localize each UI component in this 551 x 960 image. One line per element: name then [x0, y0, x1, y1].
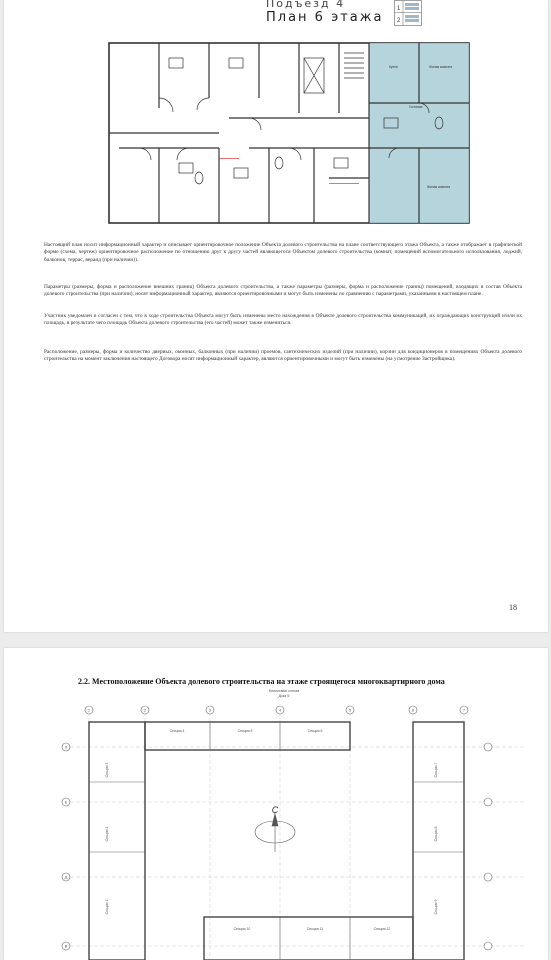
paragraph-2: Параметры (размеры, форма и расположение внешних границ) Объекта долевого строительства, а также параметры (размеры, форма и расположение границ) помещений, входящих в состав Объекта долевого строительства (при наличии), носят информационный характер, являются ориентировочными и могут быть изменены по сравнению с параметрами, указанными в настоящем плане. [44, 284, 522, 298]
document-page-18 [4, 0, 548, 632]
room-label-living-1: Жилая комната [429, 65, 453, 69]
floor-plan-drawing [99, 38, 479, 228]
entrance-label: Подъезд 4 [266, 0, 346, 10]
legend-table [394, 0, 422, 26]
axis-left-4: В [64, 943, 68, 949]
axis-top-4: 4 [278, 707, 282, 713]
compass-label: С [271, 805, 279, 815]
axis-left-3: Д [64, 874, 68, 880]
section-label-4: Секция 4 [169, 729, 185, 733]
paragraph-3: Участник уведомлен и согласен с тем, что в ходе строительства Объекта могут быть изменены место нахождения в Объекте долевого строительства коммуникаций, их ограждающих конструкций и/или их площадь, в результате чего площадь Объекта долевого строительства (его частей) может также измениться. [44, 313, 522, 327]
axis-top-3: 3 [208, 707, 212, 713]
axis-left-1: Л [64, 744, 68, 750]
scheme-name: Ключевая схема [268, 688, 300, 693]
room-label-hall: Гостиная [409, 105, 423, 109]
section-title: 2.2. Местоположение Объекта долевого строительства на этаже строящегося многоквартирного дома [78, 677, 445, 686]
section-label-10: Секция 10 [233, 927, 251, 931]
section-label-5: Секция 5 [237, 729, 253, 733]
key-scheme-drawing [4, 702, 548, 960]
legend-row-1: 1 [397, 6, 401, 12]
page-number: 18 [509, 603, 517, 612]
room-label-kitchen: Кухня [389, 65, 398, 69]
paragraph-4: Расположение, размеры, форма и количество дверных, оконных, балконных (при наличии) проемов, сантехнических изделий (при наличии), корзин для кондиционеров в помещениях Объекта долевого строительства на момент заключения настоящего Договора носят информационный характер, являются ориентировочными и могут быть изменены (на усмотрение Застройщика). [44, 349, 522, 363]
section-label-3: Секция 3 [105, 762, 109, 778]
section-label-12: Секция 12 [373, 927, 391, 931]
axis-top-6: 6 [411, 707, 415, 713]
section-label-8: Секция 8 [434, 826, 438, 842]
floor-plan-title: План 6 этажа [266, 10, 384, 25]
plan-header [266, 0, 386, 26]
document-page-19 [4, 648, 548, 960]
axis-top-5: 5 [348, 707, 352, 713]
compass-icon [255, 812, 295, 852]
section-label-1: Секция 1 [105, 899, 109, 915]
legend-row-2: 2 [397, 18, 401, 24]
axis-top-7: 7 [462, 707, 466, 713]
paragraph-1: Настоящий план носит информационный характер и описывает ориентировочное положение Объекта долевого строительства на плане соответствующего этажа Объекта, а также отображает в графической форме (схема, чертеж) ориентировочное расположение по отношению друг к другу частей являющегося Объектом долевого строительства (комнат, помещений вспомогательного использования, лоджий, балконов, террас, веранд (при наличии)). [44, 242, 522, 263]
section-label-2: Секция 2 [105, 826, 109, 842]
scheme-subtitle [254, 688, 314, 698]
section-label-7: Секция 7 [434, 762, 438, 778]
section-label-6: Секция 6 [307, 729, 323, 733]
house-number: Дом 5 [278, 693, 290, 698]
axis-top-2: 2 [143, 707, 147, 713]
axis-left-2: Е [64, 799, 68, 805]
section-label-11: Секция 11 [306, 927, 324, 931]
axis-top-1: 1 [87, 707, 91, 713]
section-label-9: Секция 9 [434, 899, 438, 915]
room-label-living-2: Жилая комната [427, 185, 451, 189]
